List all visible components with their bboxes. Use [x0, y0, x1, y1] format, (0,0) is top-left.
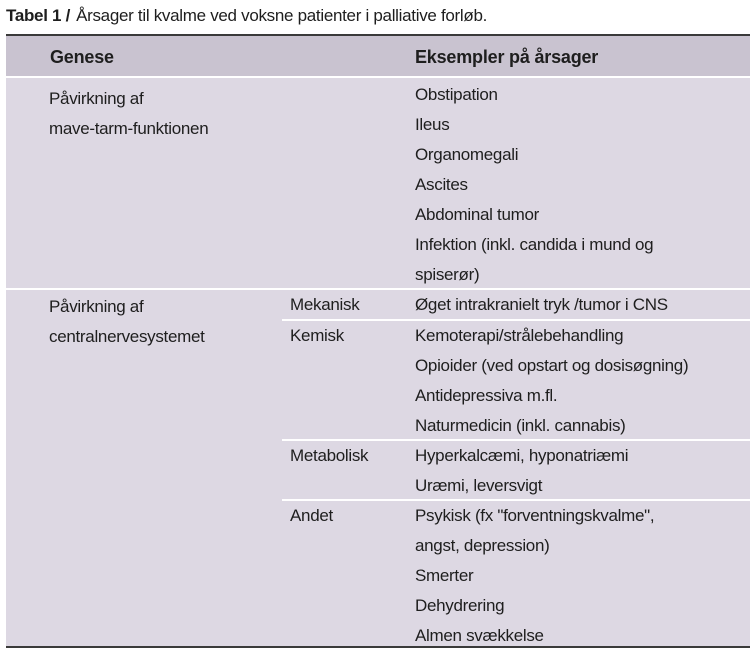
cause-item: Kemoterapi/strålebehandling	[415, 326, 624, 345]
caption-label: Tabel 1 /	[6, 6, 71, 25]
causes-list	[415, 290, 668, 320]
genese-cell	[49, 292, 205, 352]
subgroup-label: Mekanisk	[290, 295, 360, 314]
header-genese: Genese	[50, 47, 114, 67]
cause-item: angst, depression)	[415, 536, 550, 555]
table-row-gastrointestinal	[6, 76, 750, 288]
cause-item: Ascites	[415, 175, 468, 194]
cause-item: Obstipation	[415, 85, 498, 104]
genese-cell	[49, 84, 208, 144]
causes-list	[415, 321, 688, 441]
table-row-cns	[6, 288, 750, 648]
cause-item: Naturmedicin (inkl. cannabis)	[415, 416, 626, 435]
table-header-row	[6, 36, 750, 78]
cause-item: Hyperkalcæmi, hyponatriæmi	[415, 446, 629, 465]
cause-item: Uræmi, leversvigt	[415, 476, 543, 495]
cause-item: Smerter	[415, 566, 474, 585]
cause-item: Abdominal tumor	[415, 205, 540, 224]
table-caption	[6, 5, 487, 27]
subgroup-label: Andet	[290, 506, 333, 525]
genese-line: centralnervesystemet	[49, 327, 205, 346]
cause-item: Infektion (inkl. candida i mund og	[415, 235, 654, 254]
genese-line: Påvirkning af	[49, 297, 144, 316]
subgroup-andet	[282, 499, 750, 648]
genese-line: Påvirkning af	[49, 89, 144, 108]
cause-item: Psykisk (fx "forventningskvalme",	[415, 506, 655, 525]
cause-item: spiserør)	[415, 265, 480, 284]
subgroup-kemisk	[282, 319, 750, 439]
causes-table	[6, 34, 750, 648]
cause-item: Ileus	[415, 115, 450, 134]
caption-text: Årsager til kvalme ved voksne patienter i palliative forløb.	[76, 6, 488, 25]
cause-item: Antidepressiva m.fl.	[415, 386, 558, 405]
cause-item: Dehydrering	[415, 596, 505, 615]
header-eksempler: Eksempler på årsager	[415, 47, 599, 67]
causes-list	[415, 80, 653, 290]
genese-line: mave-tarm-funktionen	[49, 119, 209, 138]
cause-item: Organomegali	[415, 145, 519, 164]
cause-item: Øget intrakranielt tryk /tumor i CNS	[415, 295, 668, 314]
subgroup-label: Kemisk	[290, 326, 344, 345]
causes-list	[415, 441, 628, 501]
subgroup-mekanisk	[282, 290, 750, 319]
causes-list	[415, 501, 654, 651]
subgroup-label: Metabolisk	[290, 446, 369, 465]
cause-item: Almen svækkelse	[415, 626, 544, 645]
cause-item: Opioider (ved opstart og dosisøgning)	[415, 356, 689, 375]
subgroup-metabolisk	[282, 439, 750, 499]
